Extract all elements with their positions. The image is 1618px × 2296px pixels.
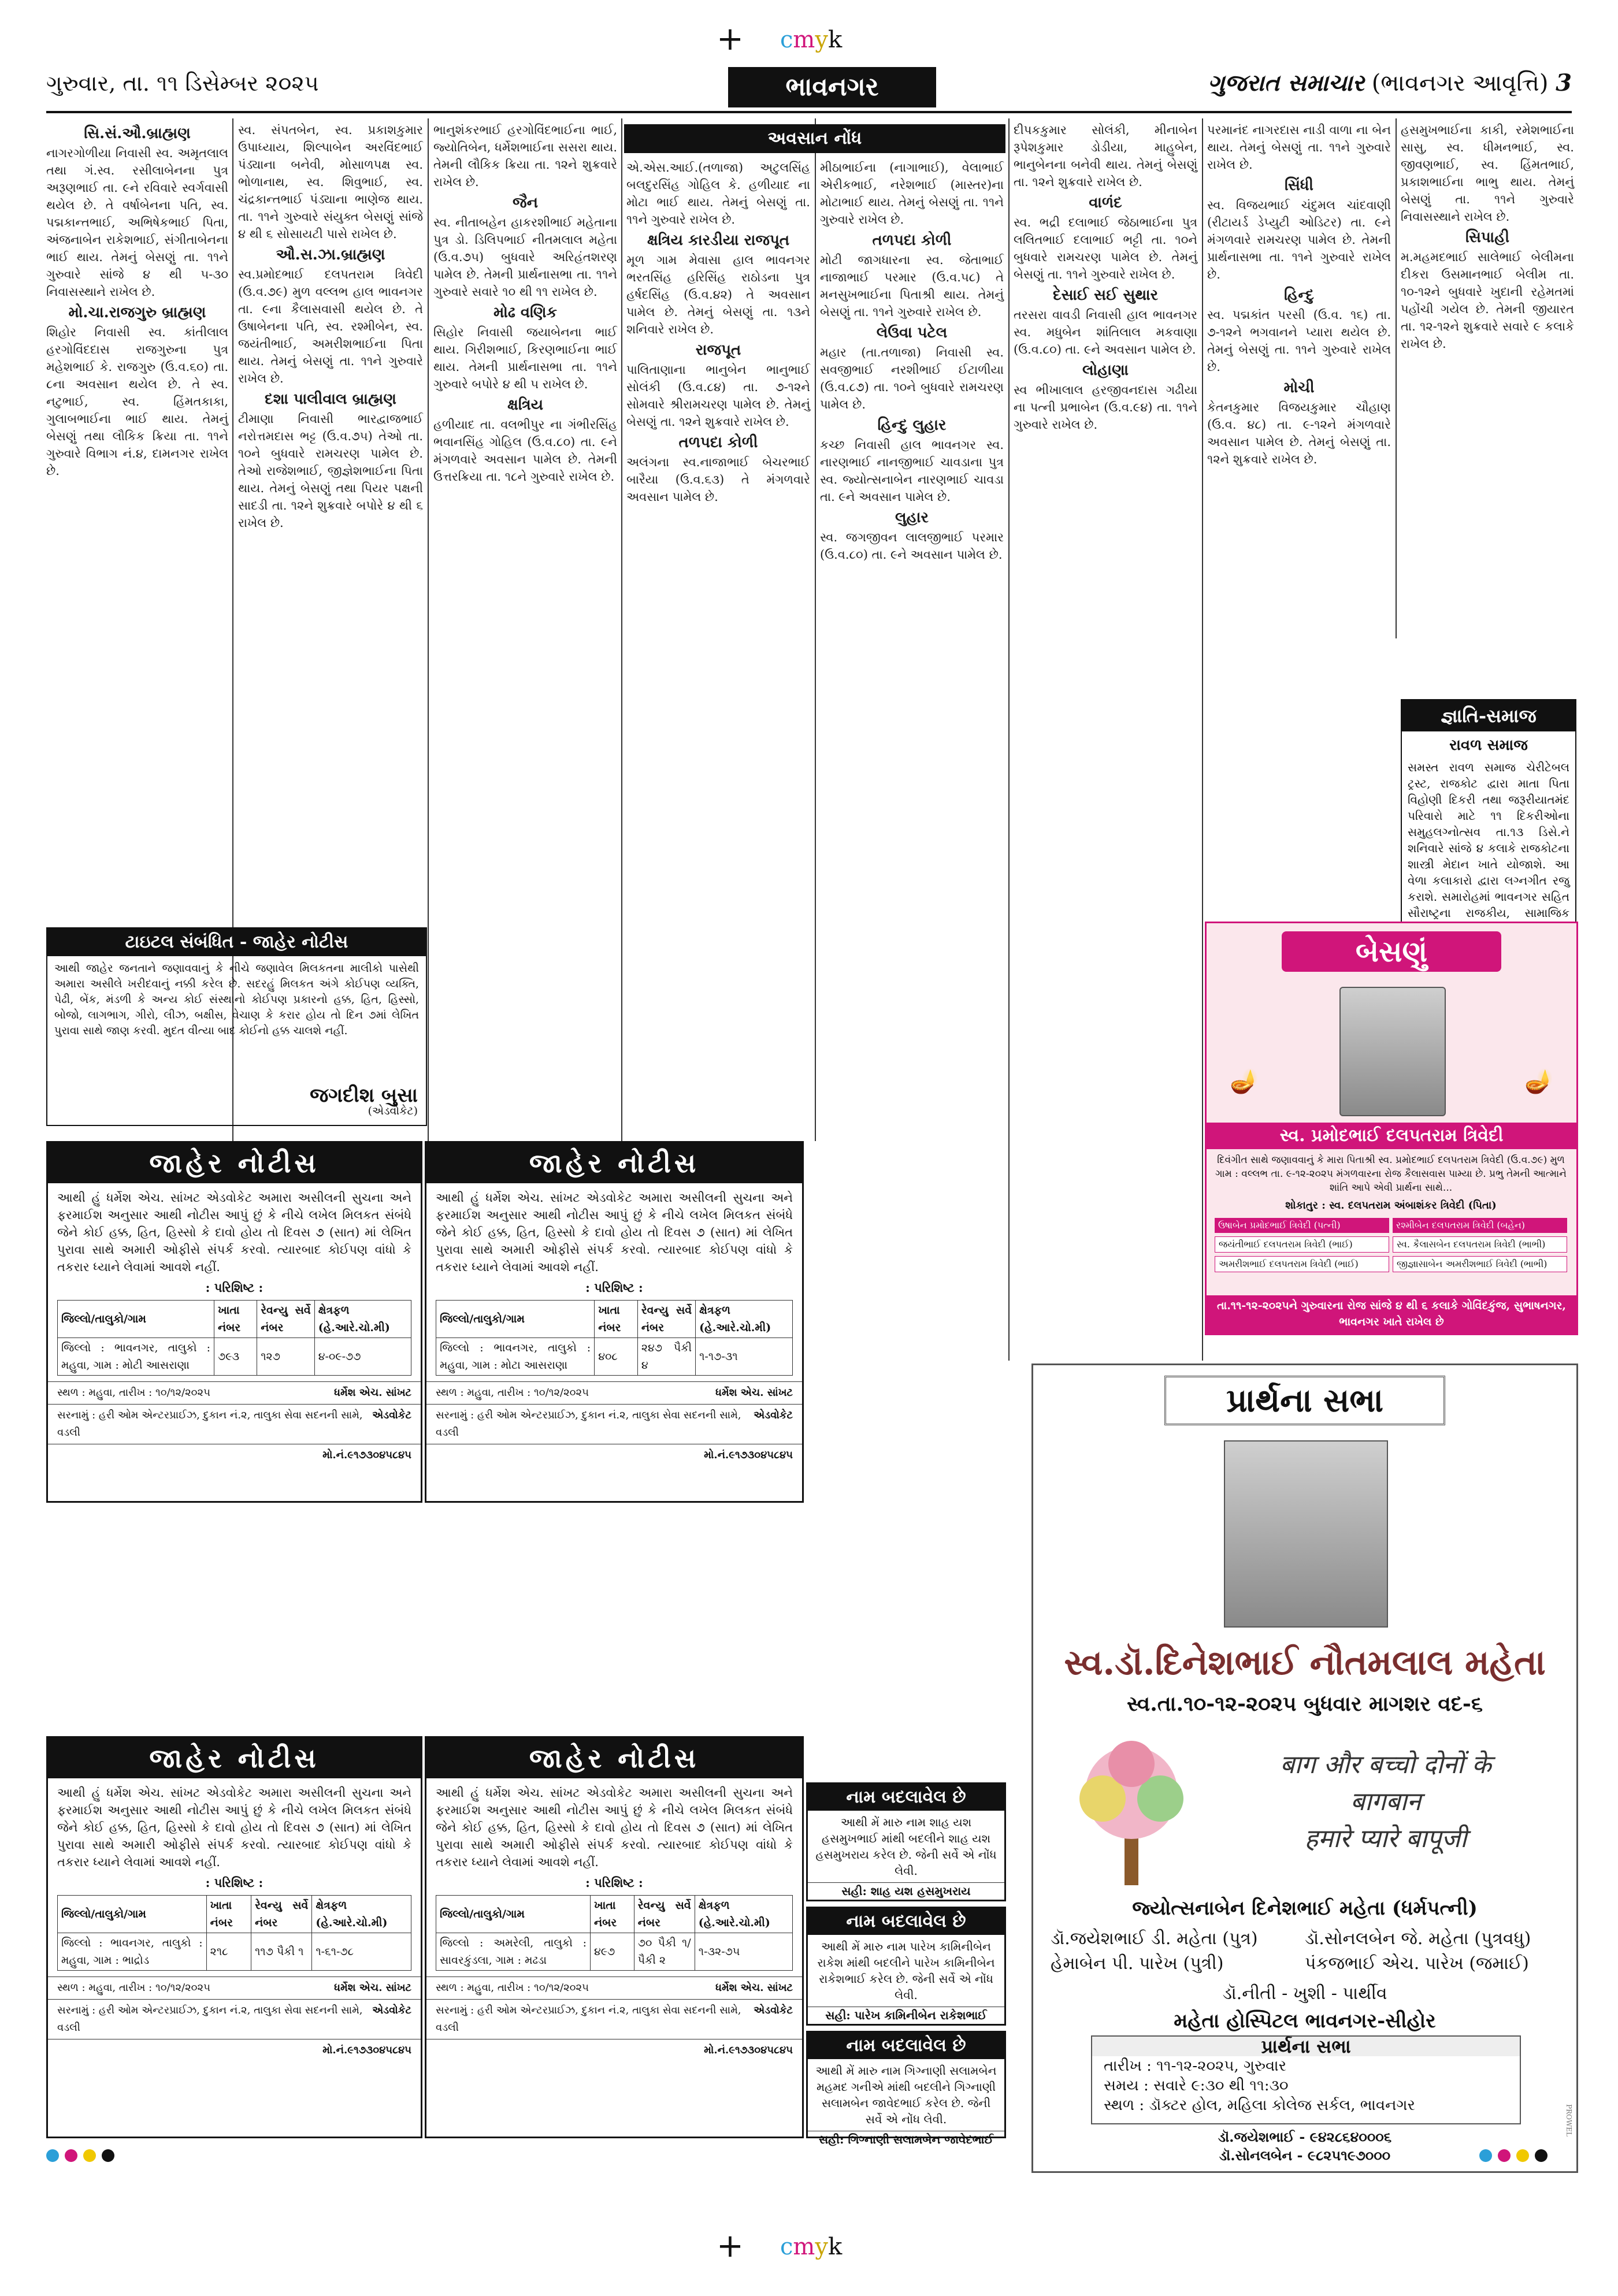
obituary-banner: અવસાન નોંધ (624, 124, 1005, 153)
name-change-body: આથી મેં મારુ નામ શાહ યશ હસમુખભાઈ માંથી બદલીને શાહ યશ હસમુખરાય કરેલ છે. જેની સર્વે એ નોંધ લેવી. (815, 1815, 997, 1878)
cmyk-label: cmyk (780, 2234, 843, 2260)
obituary-column-5 (820, 159, 1004, 1355)
name-change-title: નામ બદલાવેલ છે (808, 1908, 1004, 1935)
notice-title: જાહેર નોટીસ (48, 1143, 421, 1183)
notice-text: આથી હું ધર્મેશ એચ. સાંખટ એડવોકેટ અમારા અસીલની સુચના અને ફરમાઈશ અનુસાર આથી નોટીસ આપું છું કે નીચે લખેલ મિલકત સંબંધે જેને કોઈ હક્ક, હિત, હિસ્સો કે દાવો હોય તો દિવસ ૭ (સાત) માં લેખિત પુરાવા સાથે અમારી ઓફીસે સંપર્ક કરવો. ત્યારબાદ કોઈપણ વાંધો કે તકરાર ધ્યાને લેવામાં આવશે નહીં. (57, 1786, 411, 1869)
public-notice-1 (46, 1141, 422, 1503)
obituary-text: સ્વ. ભદ્રી દલાભાઈ જેઠાભાઈના પુત્ર લલિતભાઈ દલાભાઈ ભટ્ટી તા. ૧૦ને બુધવારે રામચરણ પામેલ છે. તેમનું બેસણું તા. ૧૧ને ગુરુવારે રાખેલ છે. (1014, 216, 1197, 281)
notice-text: આથી હું ધર્મેશ એચ. સાંખટ એડવોકેટ અમારા અસીલની સુચના અને ફરમાઈશ અનુસાર આથી નોટીસ આપું છું કે નીચે લખેલ મિલકત સંબંધે જેને કોઈ હક્ક, હિત, હિસ્સો કે દાવો હોય તો દિવસ ૭ (સાત) માં લેખિત પુરાવા સાથે અમારી ઓફીસે સંપર્ક કરવો. ત્યારબાદ કોઈપણ વાંધો કે તકરાર ધ્યાને લેવામાં આવશે નહીં. (57, 1191, 411, 1274)
prayer-wife: જ્યોત્સનાબેન દિનેશભાઈ મહેતા (ધર્મપત્ની) (1132, 1897, 1478, 1920)
notice-footer: સ્થળ : મહુવા, તારીખ : ૧૦/૧૨/૨૦૨૫ ધર્મેશ એચ. સાંખટ (48, 1381, 421, 1404)
notice-footer: સરનામું : હરી ઓમ એન્ટરપ્રાઈઝ, દુકાન નં.૨, તાલુકા સેવા સદનની સામે, વડલી એડવોકેટ (426, 1404, 802, 1444)
title-notice-text: આથી જાહેર જનતાને જણાવવાનું કે નીચે જણાવેલ મિલકતના માલીકો પાસેથી અમારા અસીલે ખરીદવાનું નક્કી કરેલ છે. સદરહું મિલકત અંગે કોઈપણ વ્યક્તિ, પેઢી, બેંક, મંડળી કે અન્ય કોઈ સંસ્થાનો કોઈપણ પ્રકારનો હક્ક, હિત, હિસ્સો, બોજો, લાગભાગ, ગીરો, લીઝ, બક્ષીસ, વેચાણ કે કરાર હોય તો દિન ૭માં લેખિત પુરાવા સાથે જાણ કરવી. મુદત વીત્યા બાદ કોઈનો હક્ક ચાલશે નહીં. (54, 962, 419, 1037)
black-dot (1535, 2149, 1548, 2162)
notice-table: જિલ્લો/તાલુકો/ગામ ખાતા નંબર રેવન્યુ સર્વે નંબર ક્ષેત્રફળ (હે.આરે.ચો.મી) જિલ્લો : ભાવનગર, તાલુકો : મહુવા, ગામ : મોટી આસરાણા ૭૯૩ ૧૨૭ ૪-૦૯-૭૭ (57, 1300, 411, 1376)
column-rule (1396, 118, 1397, 638)
public-notice-3 (46, 1736, 422, 2138)
caste-heading: સિ.સં.ઔ.બ્રાહ્મણ (84, 125, 191, 142)
diya-icon: 🪔 (1524, 1068, 1553, 1095)
title-notice (46, 927, 427, 1126)
prayer-name: સ્વ.ડૉ.દિનેશભાઈ નૌતમલાલ મહેતા (1064, 1643, 1546, 1683)
obituary-text: તરસરા વાવડી નિવાસી હાલ ભાવનગર સ્વ. મધુબેન શાંતિલાલ મકવાણા (ઉ.વ.૮૦) તા. ૯ને અવસાન પામેલ છે. (1014, 308, 1197, 356)
notice-title: જાહેર નોટીસ (426, 1738, 802, 1778)
notice-footer: સ્થળ : મહુવા, તારીખ : ૧૦/૧૨/૨૦૨૫ ધર્મેશ એચ. સાંખટ (48, 1977, 421, 1999)
caste-samaj-title: જ્ઞાતિ-સમાજ (1402, 700, 1575, 731)
name-change-body: આથી મેં મારુ નામ ગિગ્નાણી સલામબેન મહમદ ગનીએ માંથી બદલીને ગિગ્નાણી સલામબેન જાવેદભાઈ કરેલ છે. જેની સર્વે એ નોંધ લેવી. (815, 2064, 997, 2126)
obituary-text: કેતનકુમાર વિજયકુમાર ચૌહાણ (ઉ.વ. ૪૮) તા. ૯-૧૨ને મંગળવારે અવસાન પામેલ છે. તેમનું બેસણું તા. ૧૨ને શુક્રવારે રાખેલ છે. (1207, 400, 1391, 466)
prayer-title: પ્રાર્થના સભા (1164, 1376, 1445, 1425)
notice-schedule-label: : પરિશિષ્ટ : (205, 1280, 264, 1295)
besanu-title: બેસણું (1282, 931, 1501, 972)
notice-footer: સ્થળ : મહુવા, તારીખ : ૧૦/૧૨/૨૦૨૫ ધર્મેશ એચ. સાંખટ (426, 1977, 802, 1999)
notice-phone: મો.નં.૯૧૭૩૦૪૫૮૪૫ (426, 2039, 802, 2061)
caste-heading: ક્ષત્રિય (507, 396, 544, 414)
obituary-text: હળીયાદ તા. વલભીપુર ના ગંભીરસિંહ ભવાનસિંહ ગોહિલ (ઉ.વ.૮૦) તા. ૯ને મંગળવારે અવસાન પામેલ છે. તેમની ઉત્તરક્રિયા તા. ૧૮ને ગુરુવારે રાખેલ છે. (433, 418, 617, 484)
obituary-text: સ્વ. નીતાબહેન હાકરશીભાઈ મહેતાના પુત્ર ડો. ડિલિપભાઈ નીતમલાલ મહેતા (ઉ.વ.૭૫) બુધવારે અરિહંતશરણ પામેલ છે. તેમની પ્રાર્થનાસભા તા. ૧૧ને ગુરુવારે સવારે ૧૦ થી ૧૧ રાખેલ છે. (433, 216, 617, 299)
prayer-advert (1031, 1364, 1578, 2173)
obituary-column-2 (238, 121, 423, 924)
crosshair-icon: + (717, 20, 744, 58)
crosshair-icon: + (717, 2227, 744, 2265)
obituary-text: અલંગના સ્વ.નાજાભાઈ બેચરભાઈ બારૈયા (ઉ.વ.૬૩) તે મંગળવારે અવસાન પામેલ છે. (626, 455, 810, 504)
notice-footer: સ્થળ : મહુવા, તારીખ : ૧૦/૧૨/૨૦૨૫ ધર્મેશ એચ. સાંખટ (426, 1381, 802, 1404)
column-rule (815, 118, 816, 1141)
obituary-text: સિહોર નિવાસી જયાબેનના ભાઈ થાય. ગિરીશભાઈ, કિરણભાઈના ભાઈ થાય. તેમની પ્રાર્થનાસભા તા. ૧૧ને ગુરુવારે બપોરે ૪ થી ૫ રાખેલ છે. (433, 325, 617, 391)
notice-table: જિલ્લો/તાલુકો/ગામ ખાતા નંબર રેવન્યુ સર્વે નંબર ક્ષેત્રફળ (હે.આરે.ચો.મી) જિલ્લો : અમરેલી, તાલુકો : સાવરકુંડલા, ગામ : મઢડા ૪૯૭ ૭૦ પૈકી ૧/પૈકી ૨ ૧-૩૨-૭૫ (436, 1895, 793, 1971)
column-rule (1008, 118, 1010, 1361)
besanu-subtext: દિવંગીત સાથે જણાવવાનું કે મારા પિતાશ્રી સ્વ. પ્રમોદભાઈ દલપતરામ ત્રિવેદી (ઉ.વ.૭૯) મુળ ગામ : વલ્લભ તા. ૯-૧૨-૨૦૨૫ મંગળવારના રોજ કૈલાસવાસ પામ્યા છે. પ્રભુ તેમની આત્માને શાંતિ આપે એવી પ્રાર્થના સાથે... (1215, 1154, 1567, 1194)
black-dot (102, 2149, 114, 2162)
name-change-sign: સહી: પારેખ કામિનીબેન રાકેશભાઈ (808, 2007, 1004, 2023)
tribute-quote: बाग और बच्चो दोनों के बागबान हमारे प्यारे बापूजी (1280, 1750, 1491, 1853)
notice-title: જાહેર નોટીસ (48, 1738, 421, 1778)
obituary-text: સ્વ. પદ્મકાંત પરસી (ઉ.વ. ૧૬) તા. ૭-૧૨ને ભગવાનને પ્યારા થયેલ છે. તેમનું બેસણું તા. ૧૧ને ગુરુવારે રાખેલ છે. (1207, 308, 1391, 374)
cyan-dot (46, 2149, 59, 2162)
caste-heading: તળપદા કોળી (678, 434, 758, 451)
notice-footer: સરનામું : હરી ઓમ એન્ટરપ્રાઈઝ, દુકાન નં.૨, તાલુકા સેવા સદનની સામે, વડલી એડવોકેટ (48, 1404, 421, 1444)
caste-heading: મોઢ વણિક (493, 304, 557, 321)
obituary-text: સ્વ. વિજયભાઈ ચંદુમલ ચાંદવાણી (રીટાયર્ડ ડેપ્યુટી ઓડિટર) તા. ૯ને મંગળવારે રામચરણ પામેલ છે. તેમની પ્રાર્થનાસભા તા. ૧૧ને ગુરુવારે રાખેલ છે. (1207, 198, 1391, 281)
besanu-family-head: શોકાતુર : સ્વ. દલપતરામ અંબાશંકર ત્રિવેદી (પિતા) (1285, 1199, 1497, 1212)
column-rule (621, 118, 622, 1141)
caste-samaj-heading: રાવળ સમાજ (1449, 737, 1528, 754)
public-notice-2 (425, 1141, 804, 1503)
caste-heading: તળપદા કોળી (872, 232, 952, 249)
designer-tag: PROWEL (1565, 2104, 1573, 2137)
caste-heading: ક્ષત્રિય કારડીયા રાજપૂત (647, 232, 790, 249)
notice-footer: સરનામું : હરી ઓમ એન્ટરપ્રાઈઝ, દુકાન નં.૨, તાલુકા સેવા સદનની સામે, વડલી એડવોકેટ (426, 1999, 802, 2039)
caste-heading: વાળંદ (1089, 194, 1122, 211)
section-title: ભાવનગર (728, 67, 936, 107)
column-rule (428, 118, 429, 1141)
notice-schedule-label: : પરિશિષ્ટ : (205, 1875, 264, 1890)
yellow-dot (83, 2149, 96, 2162)
tree-icon (1056, 1729, 1207, 1891)
caste-heading: દેસાઈ સઈ સુથાર (1052, 287, 1159, 304)
caste-heading: હિન્દુ (1284, 287, 1314, 304)
name-change-sign: સહી: શાહ યશ હસમુખરાય (808, 1882, 1004, 1899)
magenta-dot (1498, 2149, 1511, 2162)
obituary-text: કચ્છ નિવાસી હાલ ભાવનગર સ્વ. નારણભાઈ નાનજીભાઈ ચાવડાના પુત્ર સ્વ. જ્યોત્સનાબેન નારણભાઈ ચાવડા તા. ૯ને અવસાન પામેલ છે. (820, 438, 1004, 504)
notice-schedule-label: : પરિશિષ્ટ : (585, 1280, 643, 1295)
yellow-dot (1516, 2149, 1529, 2162)
obituary-text: શિહોર નિવાસી સ્વ. કાંતીલાલ હરગોવિંદદાસ રાજગુરુના પુત્ર મહેશભાઈ કે. રાજગુરુ (ઉ.વ.૬૦) તા. ૮ના અવસાન થયેલ છે. તે સ્વ. નટુભાઈ, સ્વ. હિંમતકાકા, ગુલાબભાઈના ભાઈ થાય. તેમનું બેસણું તથા લૌકિક ક્રિયા તા. ૧૧ને ગુરુવારે વિભાગ નં.૪, દામનગર રાખેલ છે. (46, 325, 228, 478)
notice-phone: મો.નં.૯૧૭૩૦૪૫૮૪૫ (48, 2039, 421, 2061)
name-change-sign: સહી: ગિગ્નાણી સલામબેન જાવેદભાઈ (808, 2131, 1004, 2148)
prayer-hospital: મહેતા હોસ્પિટલ ભાવનગર-સીહોર (1174, 2009, 1436, 2033)
cmyk-label: cmyk (780, 27, 843, 53)
obituary-text: સ્વ. જગજીવન લાલજીભાઈ પરમાર (ઉ.વ.૮૦) તા. ૯ને અવસાન પામેલ છે. (820, 530, 1004, 562)
obituary-text: નાગરગોળીયા નિવાસી સ્વ. અમૃતલાલ તથા ગં.સ્વ. રસીલાબેનના પુત્ર અરૂણભાઈ તા. ૯ને રવિવારે સ્વર્ગવાસી થયેલ છે. તે વર્ષાબેનના પતિ, સ્વ. પદ્મકાન્તભાઈ, અભિષેકભાઈ પિતા, અંજનાબેન રાકેશભાઈ, સંગીતાબેનના ભાઈ થાય. તેમનું બેસણું તા. ૧૧ને ગુરુવારે સાંજે ૪ થી ૫-૩૦ નિવાસસ્થાને રાખેલ છે. (46, 146, 228, 299)
obituary-text: મૂળ ગામ મેવાસા હાલ ભાવનગર ભરતસિંહ હરિસિંહ રાઠોડના પુત્ર હર્ષદસિંહ (ઉ.વ.૪૨) તે અવસાન પામેલ છે. તેમનું બેસણું તા. ૧૩ને શનિવારે રાખેલ છે. (626, 253, 810, 336)
column-rule (1202, 118, 1203, 1361)
caste-heading: લેઉવા પટેલ (876, 324, 948, 341)
caste-heading: ઔ.સ.ઝા.બ્રાહ્મણ (276, 246, 385, 263)
registration-mark-bottom (717, 2227, 901, 2265)
portrait-photo (1339, 987, 1446, 1116)
notice-table: જિલ્લો/તાલુકો/ગામ ખાતા નંબર રેવન્યુ સર્વે નંબર ક્ષેત્રફળ (હે.આરે.ચો.મી) જિલ્લો : ભાવનગર, તાલુકો : મહુવા, ગામ : મોટા આસરાણા ૪૦૮ ૨૪૭ પૈકી ૪ ૧-૧૭-૩૧ (436, 1300, 793, 1376)
besanu-footer: તા.૧૧-૧૨-૨૦૨૫ને ગુરુવારના રોજ સાંજે ૪ થી ૬ કલાકે ગોવિંદકુંજ, સુભાષનગર, ભાવનગર ખાતે રાખેલ છે (1207, 1295, 1576, 1333)
caste-heading: સિપાહી (1465, 229, 1510, 246)
color-dots-left (46, 2149, 114, 2162)
obituary-text: પરમાનંદ નાગરદાસ નાડી વાળા ના બેન થાય. તેમનું બેસણું તા. ૧૧ને ગુરુવારે રાખેલ છે. (1207, 123, 1391, 172)
obituary-column-7 (1207, 121, 1391, 636)
obituary-text: સ્વ. સંપતબેન, સ્વ. પ્રકાશકુમાર ઉપાધ્યાય, શિલ્પાબેન અરવિંદભાઈ પંડ્યાના બનેવી, મોસાળપક્ષ સ્વ. ભોળાનાથ, સ્વ. શિવુભાઈ, સ્વ. ચંદ્રકાન્તભાઈ પંડ્યાના ભાણેજ થાય. તા. ૧૧ને ગુરુવારે સંયુક્ત બેસણું સાંજે ૪ થી ૬ સોસાયટી પાસે રાખેલ છે. (238, 123, 423, 241)
notice-table: જિલ્લો/તાલુકો/ગામ ખાતા નંબર રેવન્યુ સર્વે નંબર ક્ષેત્રફળ (હે.આરે.ચો.મી) જિલ્લો : ભાવનગર, તાલુકો : મહુવા, ગામ : ભાદ્રોડ ૨૧૮ ૧૧૭ પૈકી ૧ ૧-૬૧-૭૮ (57, 1895, 411, 1971)
obituary-text: હસમુખભાઈના કાકી, રમેશભાઈના સાસુ, સ્વ. ધીમનભાઈ, સ્વ. જીવણભાઈ, સ્વ. હિંમતભાઈ, પ્રકાશભાઈના ભાભુ થાય. તેમનું બેસણું તા. ૧૧ને ગુરુવારે નિવાસસ્થાને રાખેલ છે. (1401, 123, 1574, 224)
masthead: ગુજરાત સમાચાર (ભાવનગર આવૃત્તિ) 3 (1208, 69, 1572, 96)
name-change-3 (806, 2031, 1006, 2146)
title-notice-signature: જગદીશ બુસા (એડવોકેટ) (310, 1084, 418, 1117)
diya-icon: 🪔 (1230, 1068, 1259, 1095)
page-header (46, 65, 1572, 113)
caste-heading: લુહાર (895, 509, 929, 526)
caste-heading: રાજપૂત (695, 341, 741, 359)
caste-heading: મો.ચા.રાજગુરુ બ્રાહ્મણ (68, 304, 206, 321)
obituary-column-4 (626, 159, 810, 1130)
name-change-title: નામ બદલાવેલ છે (808, 2033, 1004, 2059)
notice-text: આથી હું ધર્મેશ એચ. સાંખટ એડવોકેટ અમારા અસીલની સુચના અને ફરમાઈશ અનુસાર આથી નોટીસ આપું છું કે નીચે લખેલ મિલકત સંબંધે જેને કોઈ હક્ક, હિત, હિસ્સો કે દાવો હોય તો દિવસ ૭ (સાત) માં લેખિત પુરાવા સાથે અમારી ઓફીસે સંપર્ક કરવો. ત્યારબાદ કોઈપણ વાંધો કે તકરાર ધ્યાને લેવામાં આવશે નહીં. (436, 1191, 793, 1274)
besanu-name: સ્વ. પ્રમોદભાઈ દલપતરામ ત્રિવેદી (1207, 1123, 1576, 1149)
issue-date: ગુરુવાર, તા. ૧૧ ડિસેમ્બર ૨૦૨૫ (46, 70, 319, 96)
prayer-family: ડૉ.જયેશભાઈ ડી. મહેતા (પુત્ર) ડૉ.સોનલબેન જે. મહેતા (પુત્રવધુ) હેમાબેન પી. પારેખ (પુત્રી) પંકજભાઈ એચ. પારેખ (જમાઈ) (1051, 1929, 1531, 1974)
registration-mark-top (717, 20, 901, 58)
obituary-column-1 (46, 121, 228, 924)
caste-heading: સિંધી (1285, 177, 1313, 194)
notice-footer: સરનામું : હરી ઓમ એન્ટરપ્રાઈઝ, દુકાન નં.૨, તાલુકા સેવા સદનની સામે, વડલી એડવોકેટ (48, 1999, 421, 2039)
obituary-text: મ.મહમદભાઈ સાલેભાઈ બેલીમના દીકરા ઉસમાનભાઈ બેલીમ તા. ૧૦-૧૨ને બુધવારે ખુદાની રહેમતમાં પહોંચી ગયેલ છે. તેમની જીયારત તા. ૧૨-૧૨ને શુક્રવારે સવારે ૯ કલાકે રાખેલ છે. (1401, 250, 1574, 351)
name-change-1 (806, 1782, 1006, 1901)
obituary-text: દીપકકુમાર સોલંકી, મીનાબેન રૂપેશકુમાર ડોડીયા, માહુબેન, ભાનુબેનના બનેવી થાય. તેમનું બેસણું તા. ૧૨ને શુક્રવારે રાખેલ છે. (1014, 123, 1197, 189)
name-change-2 (806, 1907, 1006, 2026)
obituary-column-8 (1401, 121, 1574, 560)
obituary-text: સ્વ.પ્રમોદભાઈ દલપતરામ ત્રિવેદી (ઉ.વ.૭૯) મુળ વલ્લભ હાલ ભાવનગર તા. ૯ના કૈલાસવાસી થયેલ છે. તે ઉષાબેનના પતિ, સ્વ. રશ્મીબેન, સ્વ. જયંતીભાઈ, અમરીશભાઈના પિતા થાય. તેમનું બેસણું તા. ૧૧ને ગુરુવારે રાખેલ છે. (238, 268, 423, 385)
caste-heading: જૈન (513, 194, 538, 211)
obituary-text: મીઠાભાઈના (નાગાભાઈ), વેલાભાઈ એરીકભાઈ, નરેશભાઈ (માસ્તર)ના મોટાભાઈ થાય. તેમનું બેસણું તા. ૧૧ને ગુરુવારે રાખેલ છે. (820, 161, 1004, 226)
caste-heading: દશા પાલીવાલ બ્રાહ્મણ (265, 391, 396, 408)
prayer-contacts: ડૉ.જયેશભાઈ - ૯૪૨૮૬૪૦૦૦૬ ડૉ.સોનલબેન - ૯૮૨૫૧૯૭૦૦૦ (1218, 2128, 1392, 2164)
obituary-column-3 (433, 121, 617, 1127)
cyan-dot (1479, 2149, 1492, 2162)
besanu-family: ઉષાબેન પ્રમોદભાઈ ત્રિવેદી (પત્ની) રશ્મીબેન દલપતરામ ત્રિવેદી (બહેન) જયંતીભાઈ દલપતરામ ત્રિવેદી (ભાઈ) સ્વ. કૈલાસબેન દલપતરામ ત્રિવેદી (ભાભી) અમરીશભાઈ દલપતરામ ત્રિવેદી (ભાઈ) જીજ્ઞાસાબેન અમરીશભાઈ ત્રિવેદી (ભાભી) (1215, 1218, 1567, 1272)
obituary-text: મહાર (તા.તળાજા) નિવાસી સ્વ. સવજીભાઈ નરશીભાઈ ઈટાળીયા (ઉ.વ.૮૭) તા. ૧૦ને બુધવારે રામચરણ પામેલ છે. (820, 345, 1004, 411)
notice-phone: મો.નં.૯૧૭૩૦૪૫૮૪૫ (426, 1444, 802, 1466)
title-notice-heading: ટાઇટલ સંબંધિત - જાહેર નોટીસ (47, 928, 426, 956)
obituary-text: એ.એસ.આઈ.(તળાજા) અટુલસિંહ બલદુરસિંહ ગોહિલ કે. હળીયાદ ના મોટા ભાઈ થાય. તેમનું બેસણું તા. ૧૧ને ગુરુવારે રાખેલ છે. (626, 161, 810, 226)
public-notice-4 (425, 1736, 804, 2138)
caste-heading: મોચી (1283, 379, 1315, 396)
notice-phone: મો.નં.૯૧૭૩૦૪૫૮૪૫ (48, 1444, 421, 1466)
notice-schedule-label: : પરિશિષ્ટ : (585, 1875, 643, 1890)
prayer-schedule: પ્રાર્થના સભા તારીખ : ૧૧-૧૨-૨૦૨૫, ગુરુવાર સમય : સવારે ૯:૩૦ થી ૧૧:૩૦ સ્થળ : ડૉક્ટર હોલ, મહિલા કોલેજ સર્કલ, ભાવનગર (1091, 2035, 1521, 2124)
portrait-photo (1224, 1440, 1388, 1628)
notice-text: આથી હું ધર્મેશ એચ. સાંખટ એડવોકેટ અમારા અસીલની સુચના અને ફરમાઈશ અનુસાર આથી નોટીસ આપું છું કે નીચે લખેલ મિલકત સંબંધે જેને કોઈ હક્ક, હિત, હિસ્સો કે દાવો હોય તો દિવસ ૭ (સાત) માં લેખિત પુરાવા સાથે અમારી ઓફીસે સંપર્ક કરવો. ત્યારબાદ કોઈપણ વાંધો કે તકરાર ધ્યાને લેવામાં આવશે નહીં. (436, 1786, 793, 1869)
name-change-title: નામ બદલાવેલ છે (808, 1784, 1004, 1811)
obituary-text: સ્વ ભીખાલાલ હરજીવનદાસ ગઢીયા ના પત્ની પ્રભાબેન (ઉ.વ.૯૪) તા. ૧૧ને ગુરુવારે રાખેલ છે. (1014, 383, 1197, 432)
prayer-grandchildren: ડૉ.નીતી - ખુશી - પાર્થીવ (1222, 1983, 1387, 2004)
caste-samaj-text: સમસ્ત રાવળ સમાજ ચેરીટેબલ ટ્રસ્ટ, રાજકોટ દ્વારા માતા પિતા વિહોણી દિકરી તથા જરૂરીયાતમંદ પરિવારો માટે ૧૧ દિકરીઓના સમુહલગ્નોત્સવ તા.૧૩ ડિસે.ને શનિવારે સાંજે ૪ કલાકે રાજકોટના શાસ્ત્રી મેદાન ખાતે યોજાશે. આ વેળા કલાકારો દ્વારા લગ્નગીત રજુ કરાશે. સમારોહમાં ભાવનગર સહિત સૌરાષ્ટ્રના રાજકીય, સામાજિક (1408, 760, 1569, 920)
besanu-advert (1205, 922, 1578, 1335)
obituary-text: ભાનુશંકરભાઈ હરગોવિંદભાઈના ભાઈ, જ્યોતિબેન, ધર્મેશભાઈના સસરા થાય. તેમની લૌકિક ક્રિયા તા. ૧૨ને શુક્રવારે રાખેલ છે. (433, 123, 617, 189)
prayer-date: સ્વ.તા.૧૦-૧૨-૨૦૨૫ બુધવાર માગશર વદ-૬ (1126, 1692, 1483, 1716)
obituary-text: મોટી જાગધારના સ્વ. જેતાભાઈ નાજાભાઈ પરમાર (ઉ.વ.૫૮) તે મનસુખભાઈના પિતાશ્રી થાય. તેમનું બેસણું તા. ૧૧ને ગુરુવારે રાખેલ છે. (820, 253, 1004, 319)
name-change-body: આથી મેં મારુ નામ પારેખ કામિનીબેન રાકેશ માંથી બદલીને પારેખ કામિનીબેન રાકેશભાઈ કરેલ છે. જેની સર્વે એ નોંધ લેવી. (817, 1940, 995, 2002)
caste-heading: હિન્દુ લુહાર (877, 417, 947, 434)
color-dots-right (1479, 2149, 1548, 2162)
obituary-column-6 (1014, 121, 1197, 1358)
obituary-text: પાલિતાણાના ભાનુબેન ભાનુભાઈ સોલંકી (ઉ.વ.૮૪) તા. ૭-૧૨ને સોમવારે શ્રીરામચરણ પામેલ છે. તેમનું બેસણું તા. ૧૨ને શુક્રવારે રાખેલ છે. (626, 363, 810, 429)
obituary-text: ટીમાણા નિવાસી ભારદ્વાજભાઈ નરોત્તમદાસ ભટ્ટ (ઉ.વ.૭૫) તેઓ તા. ૧૦ને બુધવારે રામચરણ પામેલ છે. તેઓ રાજેશભાઈ, જીજ્ઞેશભાઈના પિતા થાય. તેમનું બેસણું તથા પિયર પક્ષની સાદડી તા. ૧૨ને શુક્રવારે બપોરે ૪ થી ૬ રાખેલ છે. (238, 412, 423, 530)
notice-title: જાહેર નોટીસ (426, 1143, 802, 1183)
caste-heading: લોહાણા (1082, 362, 1129, 379)
magenta-dot (65, 2149, 77, 2162)
